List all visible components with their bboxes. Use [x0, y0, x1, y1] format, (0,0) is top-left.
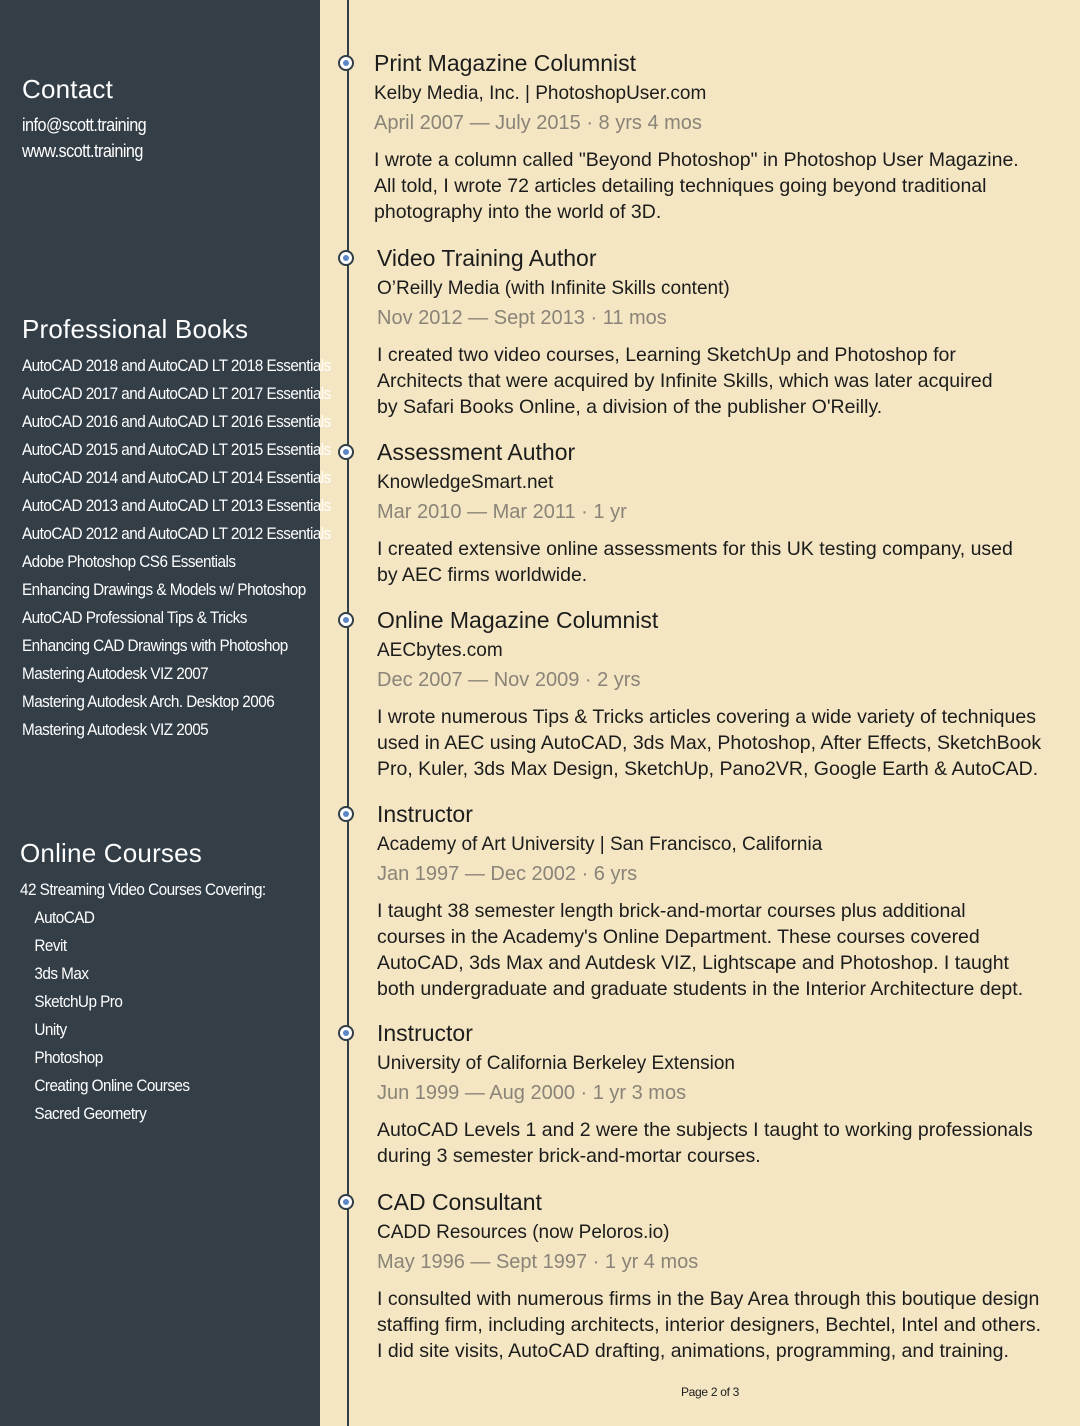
experience-entry: [336, 243, 1074, 420]
course-item: SketchUp Pro: [34, 992, 123, 1011]
book-item: AutoCAD 2012 and AutoCAD LT 2012 Essentials: [22, 524, 331, 543]
book-item: AutoCAD Professional Tips & Tricks: [22, 608, 247, 627]
description-line: courses in the Academy's Online Department. These courses covered: [377, 926, 980, 948]
job-description: [377, 704, 1074, 782]
description-line: during 3 semester brick-and-mortar courses.: [377, 1145, 761, 1167]
course-item: Photoshop: [34, 1048, 103, 1067]
description-line: photography into the world of 3D.: [374, 201, 662, 223]
timeline-dot-icon: [338, 806, 354, 822]
book-item: AutoCAD 2017 and AutoCAD LT 2017 Essentials: [22, 384, 331, 403]
description-line: Pro, Kuler, 3ds Max Design, SketchUp, Pano2VR, Google Earth & AutoCAD.: [377, 758, 1039, 780]
book-item: AutoCAD 2014 and AutoCAD LT 2014 Essentials: [22, 468, 331, 487]
job-description: [377, 536, 1074, 588]
timeline-dot-icon: [338, 1025, 354, 1041]
timeline-dot-icon: [338, 250, 354, 266]
courses-intro: 42 Streaming Video Courses Covering:: [20, 880, 266, 899]
description-line: both undergraduate and graduate students in the Interior Architecture dept.: [377, 978, 1024, 1000]
job-dates: Jan 1997 — Dec 2002 · 6 yrs: [377, 863, 638, 885]
job-title: Instructor: [377, 801, 473, 827]
timeline-dot-icon: [338, 1194, 354, 1210]
description-line: AutoCAD, 3ds Max and Autdesk VIZ, Lightscape and Photoshop. I taught: [377, 952, 1009, 974]
description-line: staffing firm, including architects, interior designers, Bechtel, Intel and others.: [377, 1314, 1042, 1336]
job-title: Instructor: [377, 1020, 473, 1046]
company-name: Academy of Art University | San Francisco, California: [377, 834, 823, 855]
job-dates: Jun 1999 — Aug 2000 · 1 yr 3 mos: [377, 1082, 687, 1104]
contact-section: [22, 74, 308, 164]
experience-entry: [336, 799, 1074, 1002]
description-line: I created extensive online assessments for this UK testing company, used: [377, 538, 1013, 560]
book-item: Adobe Photoshop CS6 Essentials: [22, 552, 236, 571]
sidebar: [0, 0, 331, 1426]
description-line: AutoCAD Levels 1 and 2 were the subjects I taught to working professionals: [377, 1119, 1033, 1141]
job-dates: Dec 2007 — Nov 2009 · 2 yrs: [377, 669, 641, 691]
description-line: I taught 38 semester length brick-and-mortar courses plus additional: [377, 900, 966, 922]
courses-heading: Online Courses: [20, 838, 202, 868]
courses-section: [20, 838, 308, 1128]
job-title: Video Training Author: [377, 245, 597, 271]
experience-entry: [336, 437, 1074, 588]
company-name: AECbytes.com: [377, 640, 503, 661]
job-title: Assessment Author: [377, 439, 576, 465]
course-item: Creating Online Courses: [34, 1076, 190, 1095]
books-section: [22, 314, 331, 744]
experience-entry: [336, 605, 1074, 782]
course-item: Revit: [34, 936, 67, 955]
course-item: AutoCAD: [34, 908, 95, 927]
course-item: 3ds Max: [34, 964, 89, 983]
job-description: [374, 147, 1074, 225]
description-line: I created two video courses, Learning SketchUp and Photoshop for: [377, 344, 956, 366]
description-line: by AEC firms worldwide.: [377, 564, 588, 586]
job-dates: Nov 2012 — Sept 2013 · 11 mos: [377, 307, 667, 329]
book-item: AutoCAD 2016 and AutoCAD LT 2016 Essentials: [22, 412, 331, 431]
description-line: I wrote numerous Tips & Tricks articles covering a wide variety of techniques: [377, 706, 1036, 728]
job-title: CAD Consultant: [377, 1189, 542, 1215]
contact-heading: Contact: [22, 74, 114, 104]
timeline-dot-icon: [338, 444, 354, 460]
company-name: CADD Resources (now Peloros.io): [377, 1222, 670, 1243]
book-item: Enhancing CAD Drawings with Photoshop: [22, 636, 288, 655]
books-heading: Professional Books: [22, 314, 249, 344]
description-line: I consulted with numerous firms in the Bay Area through this boutique design: [377, 1288, 1040, 1310]
course-item: Sacred Geometry: [34, 1104, 147, 1123]
book-item: AutoCAD 2013 and AutoCAD LT 2013 Essentials: [22, 496, 331, 515]
timeline-dot-icon: [338, 612, 354, 628]
job-description: [377, 1286, 1074, 1364]
company-name: Kelby Media, Inc. | PhotoshopUser.com: [374, 83, 707, 104]
job-dates: May 1996 — Sept 1997 · 1 yr 4 mos: [377, 1251, 699, 1273]
company-name: O’Reilly Media (with Infinite Skills content): [377, 278, 730, 299]
book-item: AutoCAD 2015 and AutoCAD LT 2015 Essentials: [22, 440, 331, 459]
book-item: Enhancing Drawings & Models w/ Photoshop: [22, 580, 306, 599]
company-name: University of California Berkeley Extension: [377, 1053, 735, 1074]
job-description: [377, 1117, 1074, 1169]
description-line: by Safari Books Online, a division of the publisher O'Reilly.: [377, 396, 883, 418]
description-line: All told, I wrote 72 articles detailing techniques going beyond traditional: [374, 175, 987, 197]
description-line: I wrote a column called "Beyond Photoshop" in Photoshop User Magazine.: [374, 149, 1019, 171]
job-dates: Mar 2010 — Mar 2011 · 1 yr: [377, 501, 627, 523]
experience-entry: [336, 1018, 1074, 1169]
timeline-dot-icon: [338, 55, 354, 71]
contact-email[interactable]: info@scott.training: [22, 115, 147, 135]
job-title: Print Magazine Columnist: [374, 50, 637, 76]
course-item: Unity: [34, 1020, 67, 1039]
description-line: I did site visits, AutoCAD drafting, animations, programming, and training.: [377, 1340, 1009, 1362]
experience-entry: [336, 48, 1074, 225]
job-description: [377, 898, 1074, 1002]
company-name: KnowledgeSmart.net: [377, 472, 554, 493]
book-item: AutoCAD 2018 and AutoCAD LT 2018 Essentials: [22, 356, 331, 375]
experience-entry: [336, 1187, 1074, 1364]
job-description: [377, 342, 1074, 420]
job-title: Online Magazine Columnist: [377, 607, 659, 633]
book-item: Mastering Autodesk VIZ 2005: [22, 720, 209, 739]
job-dates: April 2007 — July 2015 · 8 yrs 4 mos: [374, 112, 702, 134]
page-number: Page 2 of 3: [680, 1385, 740, 1399]
description-line: Architects that were acquired by Infinite Skills, which was later acquired: [377, 370, 993, 392]
book-item: Mastering Autodesk VIZ 2007: [22, 664, 209, 683]
contact-website[interactable]: www.scott.training: [22, 141, 143, 161]
book-item: Mastering Autodesk Arch. Desktop 2006: [22, 692, 275, 711]
description-line: used in AEC using AutoCAD, 3ds Max, Photoshop, After Effects, SketchBook: [377, 732, 1042, 754]
